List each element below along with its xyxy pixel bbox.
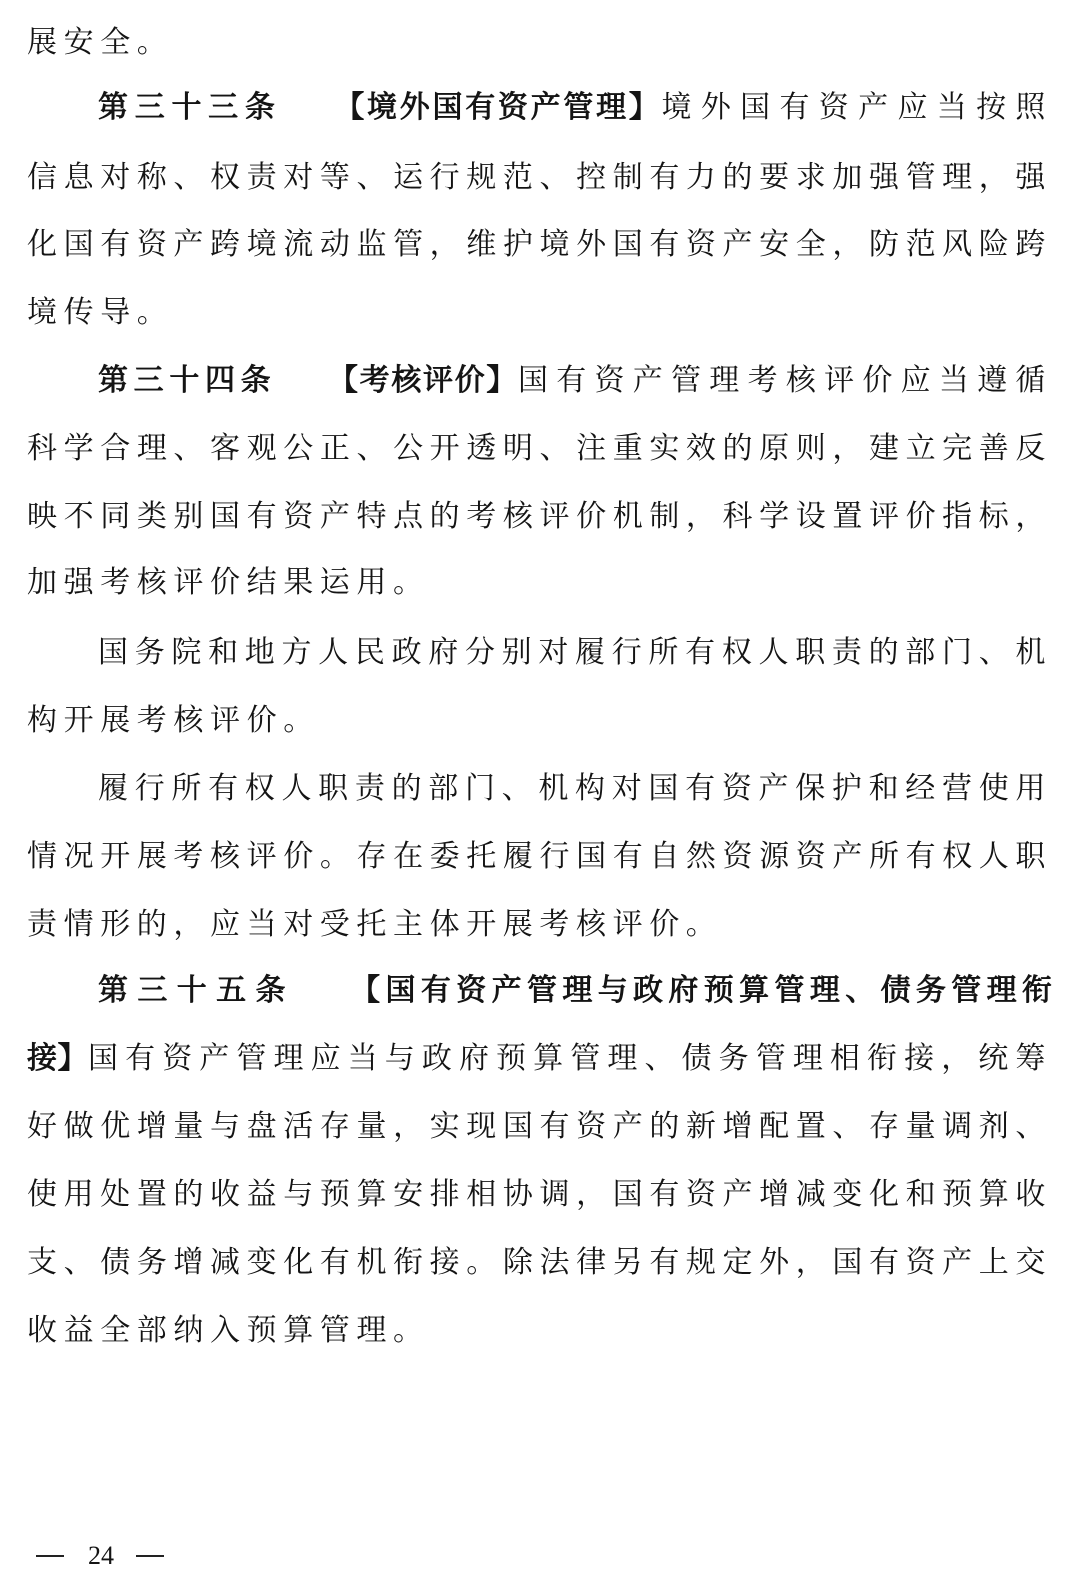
paragraph-line: 收益全部纳入预算管理。 (27, 1313, 430, 1348)
paragraph-line: 科学合理、客观公正、公开透明、注重实效的原则，建立完善反 (27, 431, 1052, 466)
paragraph-line: 使用处置的收益与预算安排相协调，国有资产增减变化和预算收 (27, 1177, 1052, 1212)
paragraph-line: 化国有资产跨境流动监管，维护境外国有资产安全，防范风险跨 (27, 227, 1052, 262)
article-body-text: 境外国有资产应当按照 (661, 90, 1052, 125)
article-number: 第三十五条 (98, 973, 295, 1008)
article-35-second-line (27, 1025, 1052, 1093)
article-body-text: 国有资产管理应当与政府预算管理、债务管理相衔接，统筹 (88, 1041, 1052, 1076)
dash-right (136, 1555, 164, 1557)
paragraph-line: 好做优增量与盘活存量，实现国有资产的新增配置、存量调剂、 (27, 1109, 1052, 1144)
article-number: 第三十三条 (98, 90, 282, 125)
article-title: 【境外国有资产管理】 (331, 90, 662, 125)
paragraph-line: 情况开展考核评价。存在委托履行国有自然资源资产所有权人职 (27, 839, 1052, 874)
paragraph-line: 映不同类别国有资产特点的考核评价机制，科学设置评价指标， (27, 499, 1052, 534)
paragraph-line: 加强考核评价结果运用。 (27, 565, 430, 600)
article-title: 【国有资产管理与政府预算管理、债务管理衔 (344, 973, 1052, 1008)
article-34-heading-line (98, 347, 1052, 415)
article-35-heading-line (98, 957, 1052, 1025)
paragraph-line: 展安全。 (27, 25, 174, 60)
paragraph-line: 境传导。 (27, 295, 174, 330)
article-body-text: 国有资产管理考核评价应当遵循 (517, 363, 1052, 398)
page-number-value: 24 (88, 1541, 114, 1570)
article-title: 【考核评价】 (326, 363, 518, 398)
paragraph-line: 责情形的，应当对受托主体开展考核评价。 (27, 907, 723, 942)
paragraph-first-line: 国务院和地方人民政府分别对履行所有权人职责的部门、机 (98, 635, 1052, 670)
article-title-continued: 接】 (27, 1041, 88, 1076)
paragraph-line: 支、债务增减变化有机衔接。除法律另有规定外，国有资产上交 (27, 1245, 1052, 1280)
article-33-heading-line (98, 74, 1052, 142)
dash-left (36, 1555, 64, 1557)
paragraph-first-line: 履行所有权人职责的部门、机构对国有资产保护和经营使用 (98, 771, 1052, 806)
paragraph-line: 构开展考核评价。 (27, 703, 320, 738)
paragraph-line: 信息对称、权责对等、运行规范、控制有力的要求加强管理，强 (27, 160, 1052, 195)
page-number (36, 1536, 164, 1576)
article-number: 第三十四条 (98, 363, 277, 398)
